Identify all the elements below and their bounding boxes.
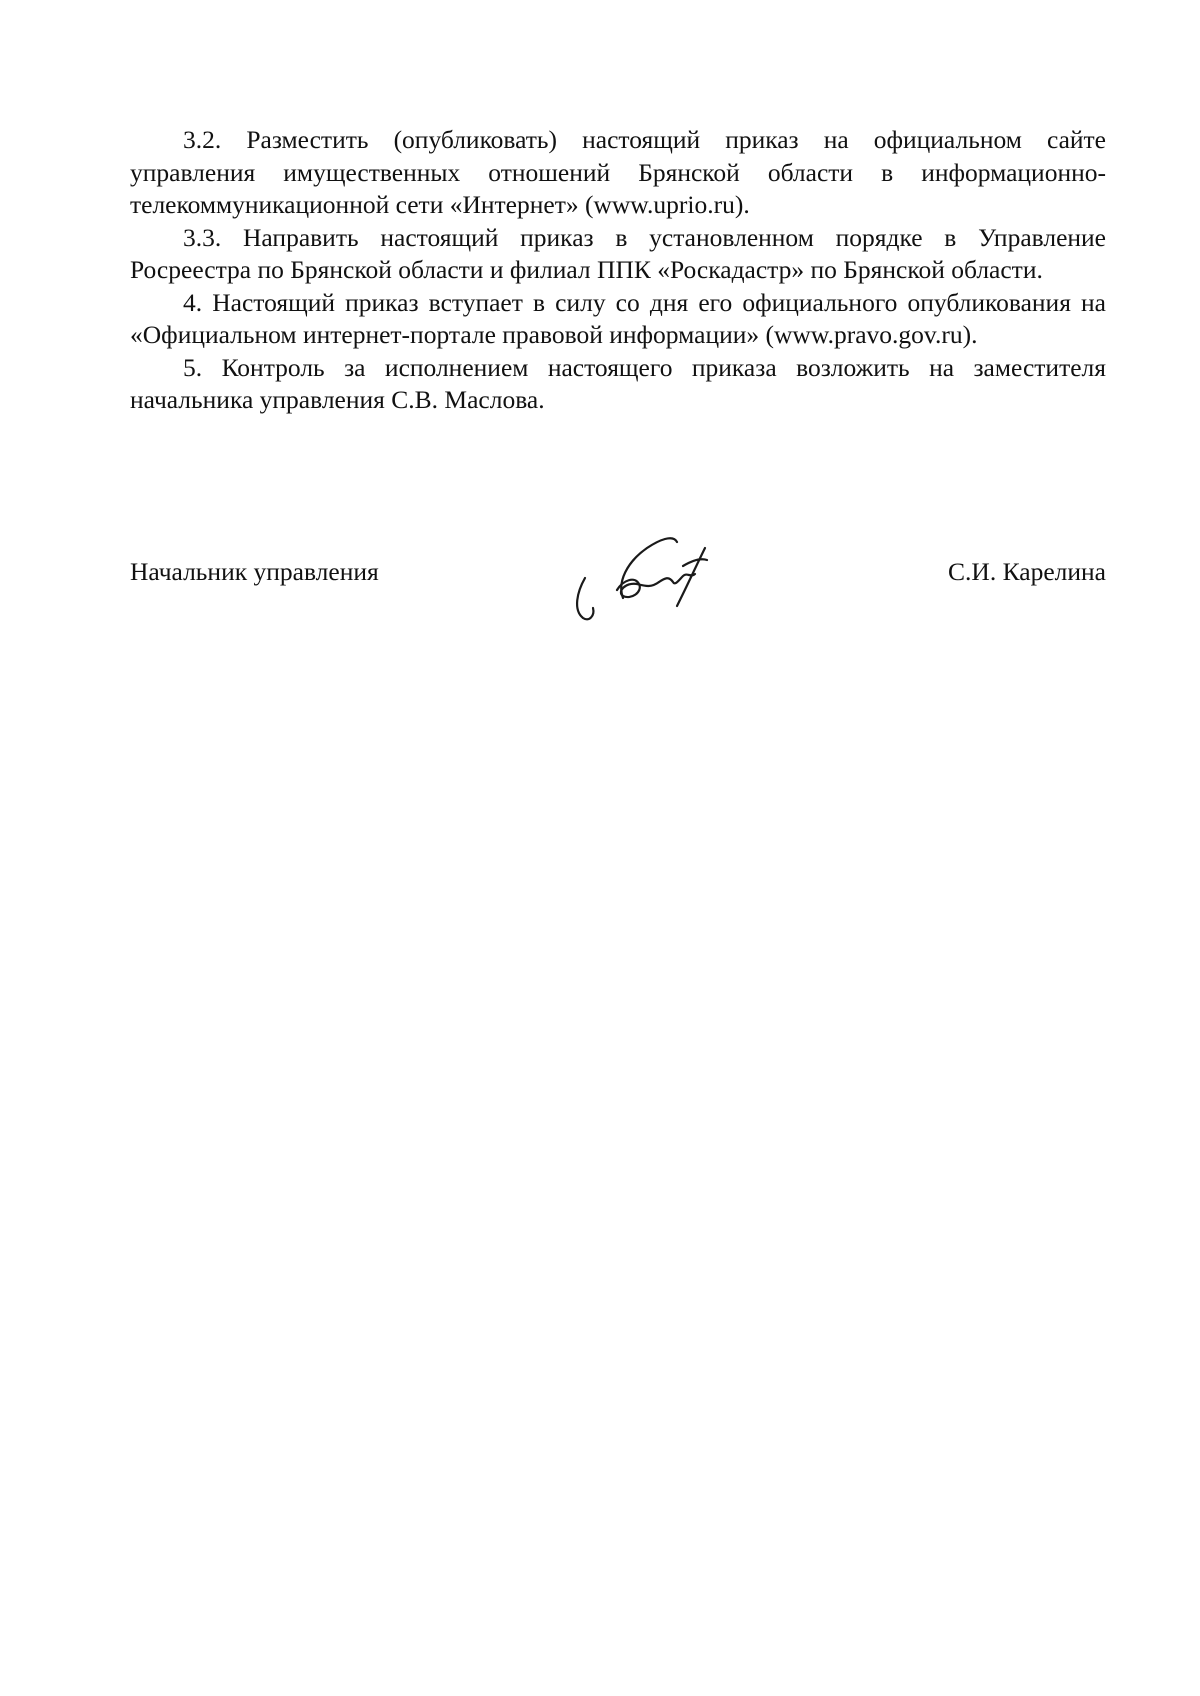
signer-name: С.И. Карелина	[948, 557, 1106, 586]
paragraph-3-3: 3.3. Направить настоящий приказ в установленном порядке в Управление Росреестра по Брянской области и филиал ППК «Роскадастр» по Брянской области.	[130, 222, 1106, 284]
paragraph-3-2: 3.2. Разместить (опубликовать) настоящий приказ на официальном сайте управления имущественных отношений Брянской области в информационно-телекоммуникационной сети «Интернет» (www.uprio.ru).	[130, 125, 1106, 219]
handwritten-signature	[565, 520, 745, 630]
signature-block	[130, 520, 1106, 640]
paragraph-4: 4. Настоящий приказ вступает в силу со дня его официального опубликования на «Официальном интернет-портале правовой информации» (www.pravo.gov.ru).	[130, 287, 1106, 349]
position-title: Начальник управления	[130, 557, 379, 586]
paragraph-5: 5. Контроль за исполнением настоящего приказа возложить на заместителя начальника управления С.В. Маслова.	[130, 352, 1106, 414]
document-body	[130, 124, 1106, 417]
